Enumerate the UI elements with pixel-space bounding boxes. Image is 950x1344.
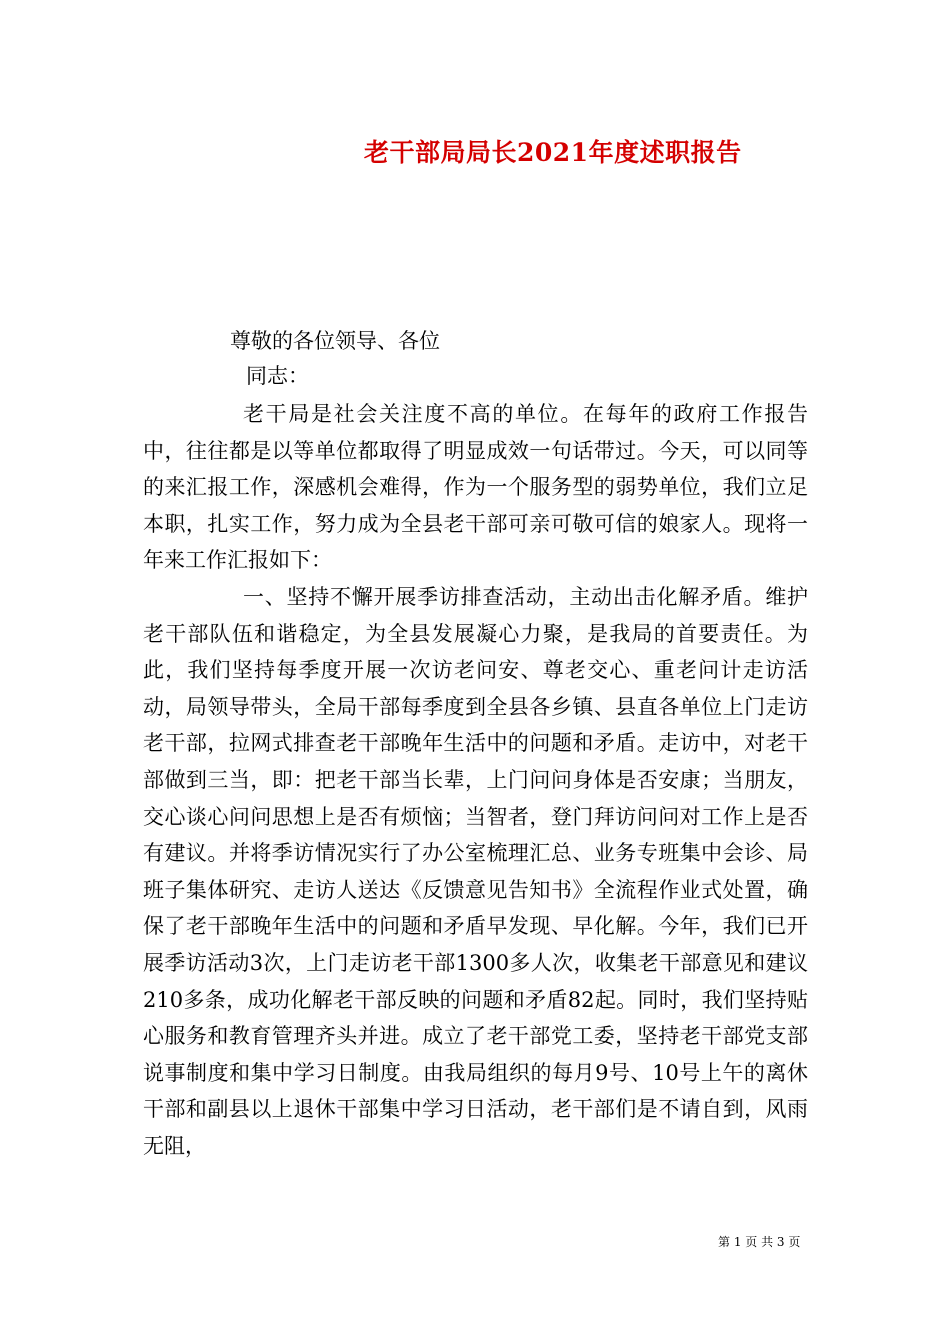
page-title: 老干部局局长2021年度述职报告 — [364, 138, 742, 167]
paragraph-intro: 老干局是社会关注度不高的单位。在每年的政府工作报告中，往往都是以等单位都取得了明显成效一句话带过。今天，可以同等的来汇报工作，深感机会难得，作为一个服务型的弱势单位，我们立足本职，扎实工作，努力成为全县老干部可亲可敬可信的娘家人。现将一年来工作汇报如下： — [143, 402, 808, 573]
salutation-line-1: 尊敬的各位领导、各位 — [230, 329, 440, 353]
salutation-line-2: 同志： — [246, 364, 309, 388]
page-footer: 第 1 页 共 3 页 — [718, 1235, 801, 1249]
body-text — [143, 396, 808, 1164]
paragraph-section-1: 一、坚持不懈开展季访排查活动，主动出击化解矛盾。维护老干部队伍和谐稳定，为全县发展凝心力聚，是我局的首要责任。为此，我们坚持每季度开展一次访老问安、尊老交心、重老问计走访活动，局领导带头，全局干部每季度到全县各乡镇、县直各单位上门走访老干部，拉网式排查老干部晚年生活中的问题和矛盾。走访中，对老干部做到三当，即：把老干部当长辈，上门问问身体是否安康；当朋友，交心谈心问问思想上是否有烦恼；当智者，登门拜访问问对工作上是否有建议。并将季访情况实行了办公室梳理汇总、业务专班集中会诊、局班子集体研究、走访人送达《反馈意见告知书》全流程作业式处置，确保了老干部晚年生活中的问题和矛盾早发现、早化解。今年，我们已开展季访活动3次，上门走访老干部1300多人次，收集老干部意见和建议210多条，成功化解老干部反映的问题和矛盾82起。同时，我们坚持贴心服务和教育管理齐头并进。成立了老干部党工委，坚持老干部党支部说事制度和集中学习日制度。由我局组织的每月9号、10号上午的离休干部和副县以上退休干部集中学习日活动，老干部们是不请自到，风雨无阻， — [143, 584, 808, 1158]
